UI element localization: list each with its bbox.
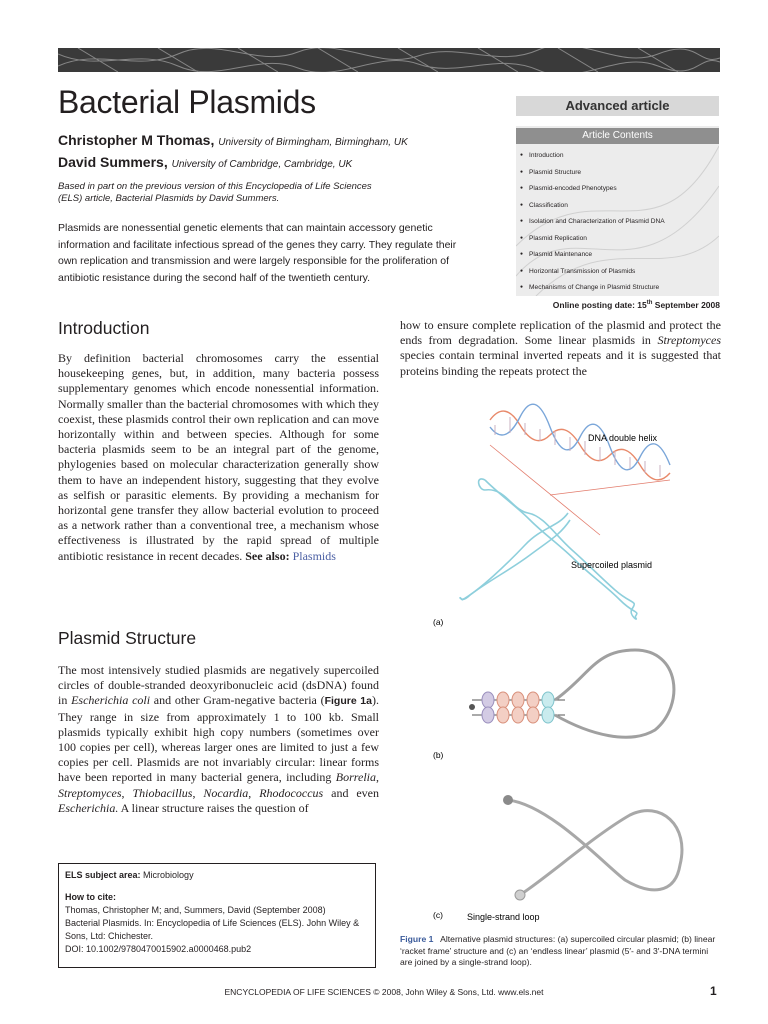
contents-item-introduction[interactable]: ● Introduction [520,148,665,165]
figure-1-caption-label: Figure 1 [400,934,434,944]
right-column-text [400,318,721,379]
structure-text-1: The most intensively studied plasmids are negatively supercoiled circles of double-stranded deoxyribonucleic acid (dsDNA) found in [58,663,379,708]
abstract: Plasmids are nonessential genetic elements that can maintain accessory genetic information and facilitate infectious spread of the genes they carry. They regulate their own replication and transmission and were largely responsible for the proliferation of antibiotic resistance during the second half of the twentieth century. [58,222,457,284]
genus-rhodococcus: Rhodococcus [259,785,324,800]
genus-streptomyces: Streptomyces [58,785,122,800]
label-dna-double-helix: DNA double helix [588,433,658,443]
page-footer: ENCYCLOPEDIA OF LIFE SCIENCES © 2008, John Wiley & Sons, Ltd. www.els.net [224,987,544,997]
posting-date-suffix: September 2008 [652,300,720,310]
citation-box [58,863,376,968]
right-text-1: how to ensure complete replication of the plasmid and protect the ends from degradation. Some linear plasmids in [400,318,721,348]
author-1-affiliation: University of Birmingham, Birmingham, UK [218,137,408,148]
top-banner [58,48,720,72]
posting-date-sup: th [646,300,653,307]
citation-doi: DOI: 10.1002/9780470015902.a0000468.pub2 [65,944,252,954]
plasmid-structure-text: The most intensively studied plasmids are negatively supercoiled circles of double-stranded deoxyribonucleic acid (dsDNA) found in Escherichia coli and other Gram-negative bacteria (Figure 1a). They range in size from approximately 1 to 100 kb. Small plasmids typically exhibit high copy numbers (sometimes over 100 copies per cell), whereas larger ones are limited to just a few copies per cell. Plasmids are not invariably circular: linear forms have been reported in many bacterial genera, including Borrelia, Streptomyces, Thiobacillus, Nocardia, Rhodococcus and even Escherichia. A linear structure raises the question of [58,663,380,815]
citation-line-3: Sons, Ltd: Chichester. [65,931,154,941]
author-2 [58,154,352,170]
see-also-label: See also [245,548,286,563]
endless-linear-plasmid [508,800,682,895]
plasmid-structure-heading: Plasmid Structure [58,628,197,648]
single-strand-loop-bead [515,890,525,900]
banner-pattern [58,48,720,72]
structure-text-3: ). They range in size from approximately 1 to 100 kb. Small plasmids typically exhibit high copy numbers (sometimes over 100 copies per cell), whereas larger ones are limited to just a few copies per cell. Plasmids are not invariably circular: linear forms have been reported in many bacterial genera, including [58,693,379,785]
subject-area-label: ELS subject area: [65,870,141,880]
racket-frame-plasmid [469,650,674,737]
contents-item-transmission[interactable]: ● Horizontal Transmission of Plasmids [520,264,665,281]
contents-item-replication[interactable]: ● Plasmid Replication [520,231,665,248]
structure-text-4: and even [323,785,380,800]
figure-1 [400,395,722,930]
label-supercoiled-plasmid: Supercoiled plasmid [571,560,653,570]
based-on-note: Based in part on the previous version of this Encyclopedia of Life Sciences (ELS) article, Bacterial Plasmids by David Summers. [58,181,372,204]
panel-b-label: (b) [433,750,444,760]
end-bead-top [503,795,513,805]
genus-thiobacillus: Thiobacillus [132,785,193,800]
subject-area: Microbiology [143,870,194,880]
panel-c-label: (c) [433,910,443,920]
author-2-name: David Summers, [58,154,168,170]
structure-text-2: and other Gram-negative bacteria ( [150,693,325,708]
contents-item-isolation[interactable]: ● Isolation and Characterization of Plasmid DNA [520,214,665,231]
label-single-strand-loop: Single-strand loop [467,912,540,922]
article-contents-list [520,148,665,297]
author-1-name: Christopher M Thomas, [58,132,215,148]
panel-a-label: (a) [433,617,444,627]
contents-item-phenotypes[interactable]: ● Plasmid-encoded Phenotypes [520,181,665,198]
introduction-heading: Introduction [58,318,150,338]
introduction-paragraph: By definition bacterial chromosomes carry the essential housekeeping genes, but, in addition, many bacteria possess supplementary genomes which encode nonessential information. Normally smaller than the bacterial chromosomes with which they coexist, these plasmids control their own replication and can move horizontally within and between species. Although for some bacteria plasmids seem to be an integral part of the genome, phylogenies based on molecular characterization generally show them to have an independent history, suggesting that they evolve as selfish or parasitic elements. By providing a mechanism for horizontal gene transfer they allow bacterial evolution to proceed as a network rather than a conventional tree, a mechanism whose effectiveness is illustrated by the rapid spread of multiple antibiotic resistance in recent decades. [58,351,379,563]
author-1 [58,132,408,148]
article-contents-title: Article Contents [516,128,719,144]
figure-1a-reference[interactable]: Figure 1a [324,695,372,708]
how-to-cite-label: How to cite: [65,892,116,902]
see-also-link[interactable]: Plasmids [292,548,336,563]
zoom-line-2 [550,480,670,495]
advanced-article-badge: Advanced article [516,96,719,116]
contents-item-mechanisms[interactable]: ● Mechanisms of Change in Plasmid Structure [520,280,665,297]
citation-line-1: Thomas, Christopher M; and, Summers, David (September 2008) [65,905,326,915]
posting-date-prefix: Online posting date: 15 [552,300,647,310]
genus-nocardia: Nocardia [203,785,249,800]
page-title: Bacterial Plasmids [58,84,316,120]
structure-text-5: A linear structure raises the question of [118,800,309,815]
genus-escherichia: Escherichia. [58,800,119,815]
figure-1-caption [400,934,722,969]
structure-organism-ecoli: Escherichia coli [71,693,151,708]
introduction-text: By definition bacterial chromosomes carry the essential housekeeping genes, but, in addition, many bacteria possess supplementary genomes which encode nonessential information. Normally smaller than the bacterial chromosomes with which they coexist, these plasmids control their own replication and can move horizontally within and between species. Although for some bacteria plasmids seem to be an integral part of the genome, phylogenies based on molecular characterization generally show them to have an independent history, suggesting that they evolve as selfish or parasitic elements. By providing a mechanism for horizontal gene transfer they allow bacterial evolution to proceed as a network rather than a conventional tree, a mechanism whose effectiveness is illustrated by the rapid spread of multiple antibiotic resistance in recent decades. See also: Plasmids [58,351,379,563]
author-2-affiliation: University of Cambridge, Cambridge, UK [171,159,353,170]
genus-borrelia: Borrelia [335,770,376,785]
supercoiled-plasmid [460,479,637,619]
right-organism-streptomyces: Streptomyces [657,333,721,348]
contents-item-plasmid-structure[interactable]: ● Plasmid Structure [520,165,665,182]
citation-line-2: Bacterial Plasmids. In: Encyclopedia of Life Sciences (ELS). John Wiley & [65,918,360,928]
posting-date [516,300,720,310]
contents-item-classification[interactable]: ● Classification [520,198,665,215]
figure-1-caption-text: Alternative plasmid structures: (a) supercoiled circular plasmid; (b) linear ‘racket frame’ structure and (c) an ‘endless linear’ plasmid (5′- and 3′-DNA termini are joined by a single-strand loop). [400,934,716,967]
page-number: 1 [710,984,717,998]
contents-item-maintenance[interactable]: ● Plasmid Maintenance [520,247,665,264]
right-text-2: species contain terminal inverted repeats and it is suggested that proteins binding the repeats protect the [400,348,721,378]
